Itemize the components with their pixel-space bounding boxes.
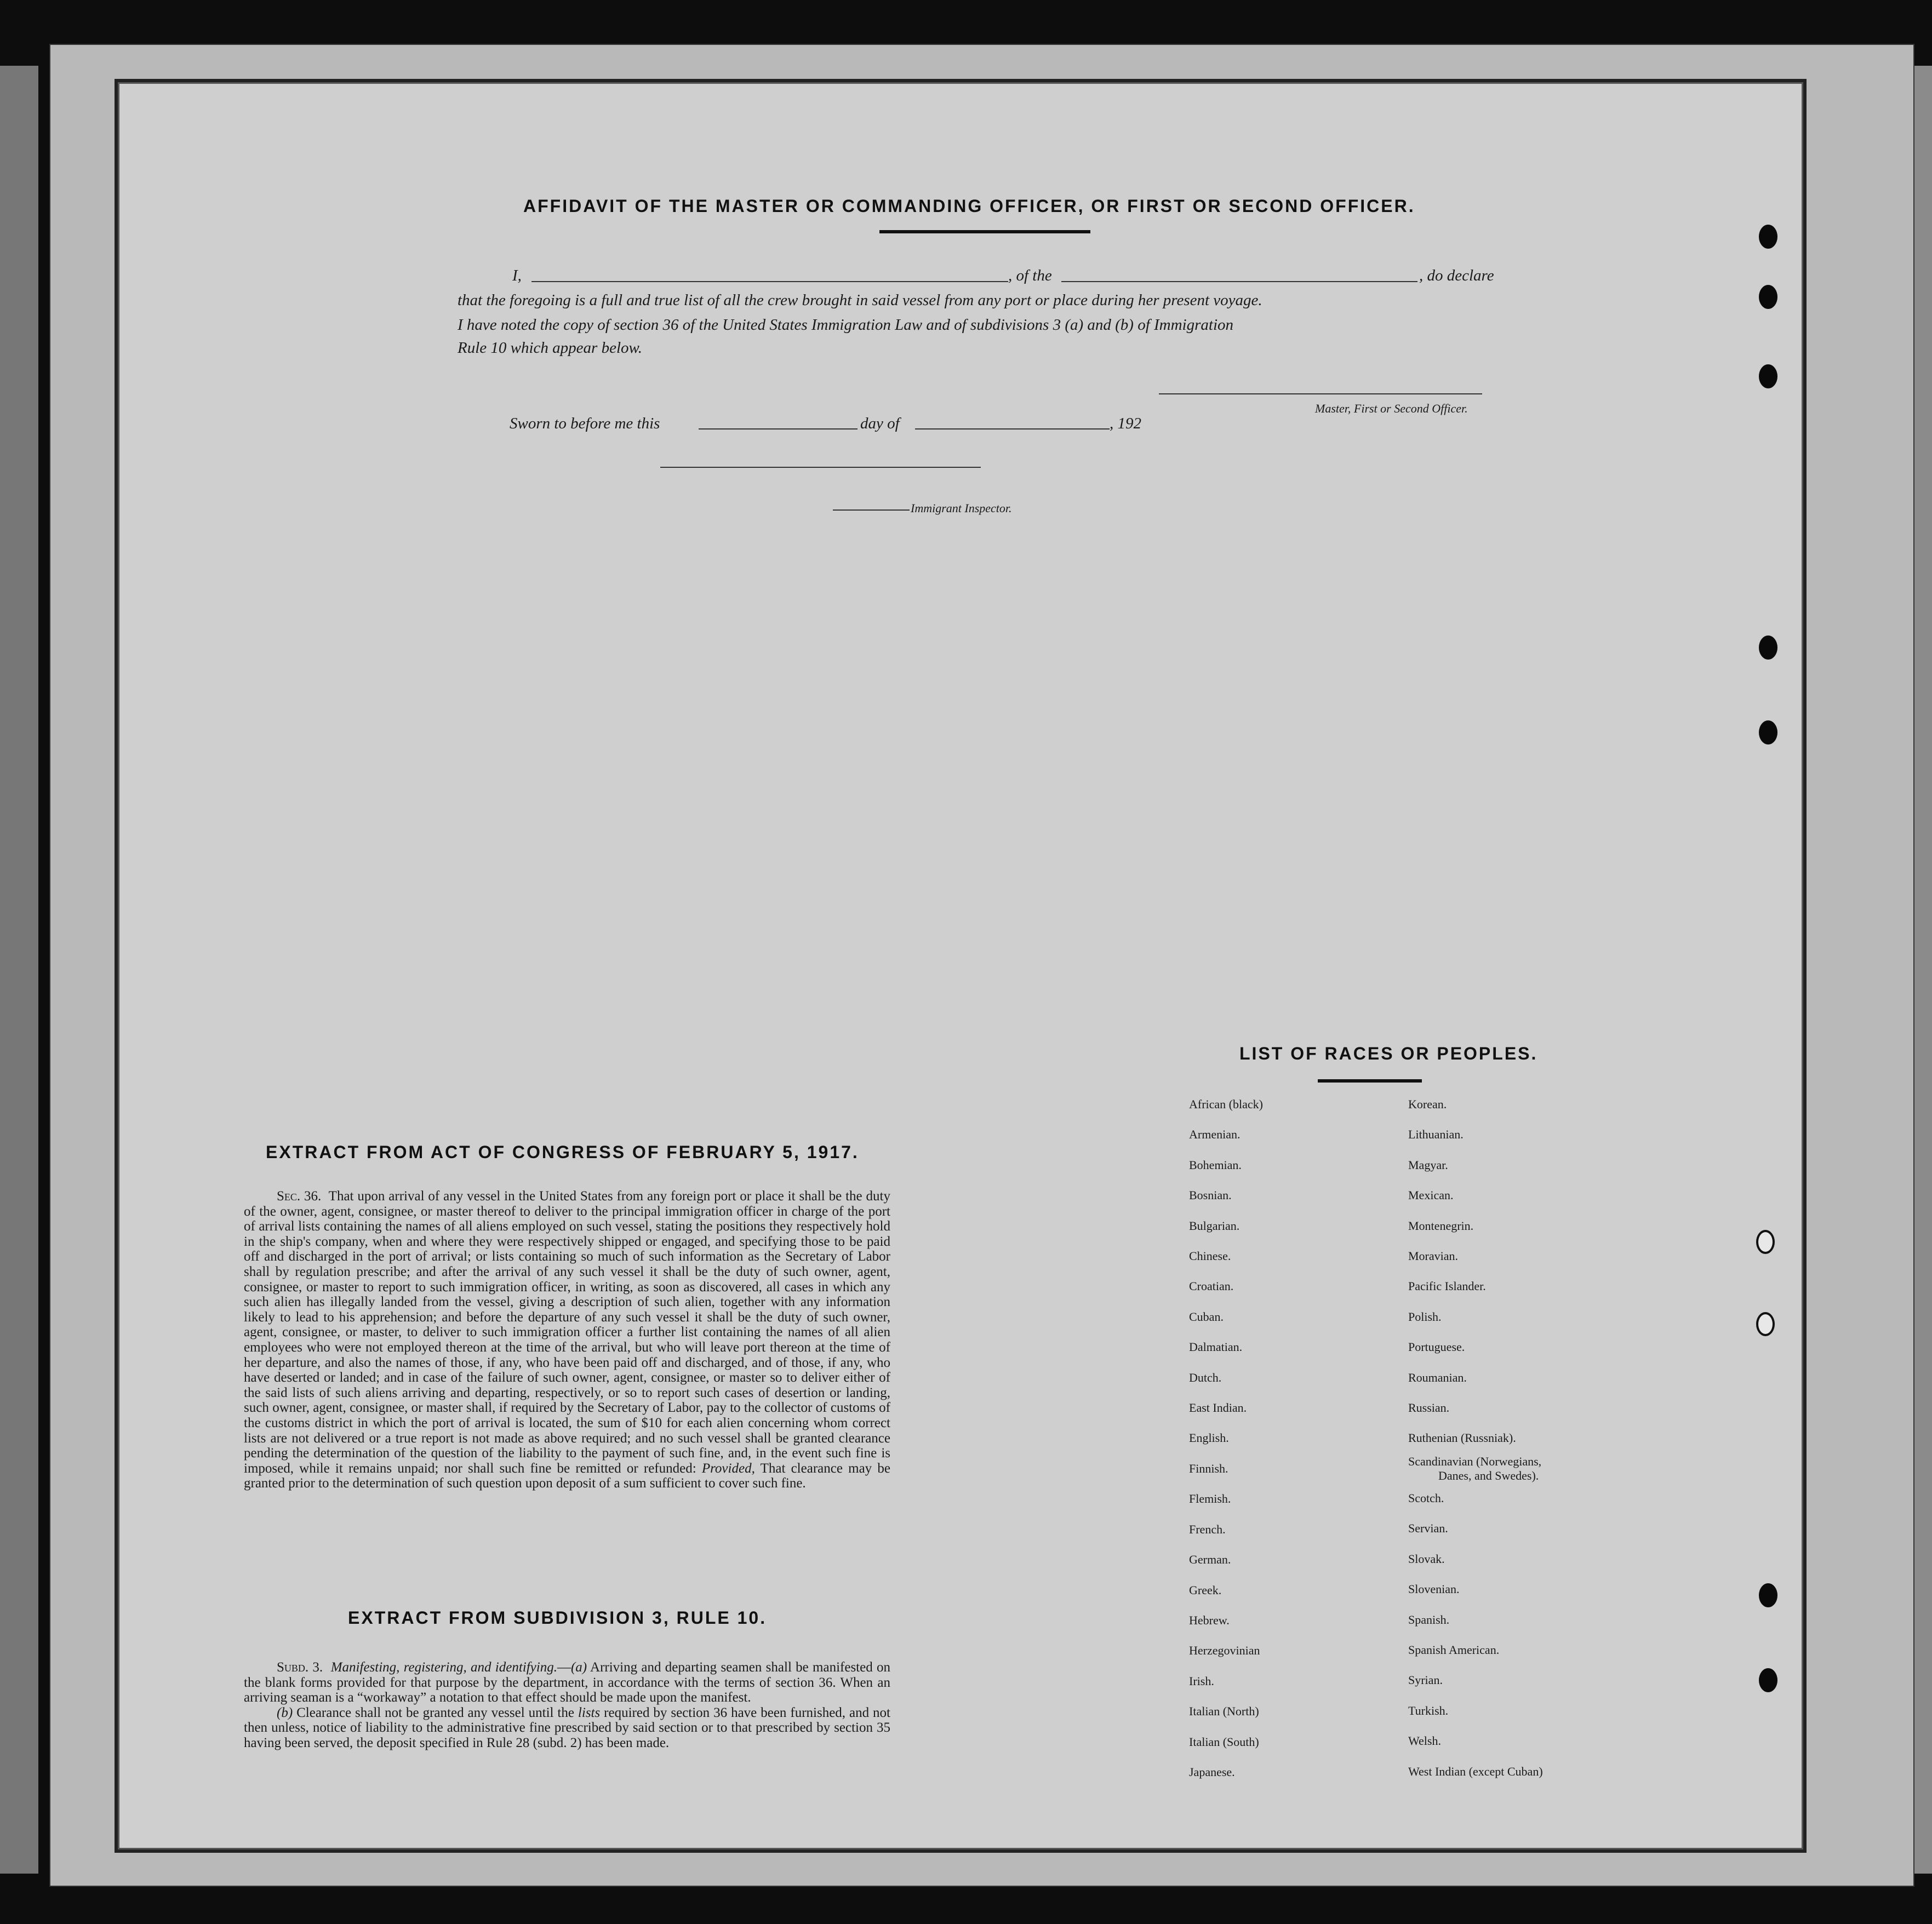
para-b-lists: lists <box>578 1705 601 1720</box>
race-item: Herzegovinian <box>1189 1644 1260 1658</box>
race-item: Polish. <box>1408 1309 1442 1324</box>
binder-hole-icon <box>1759 635 1777 660</box>
race-item: Italian (South) <box>1189 1734 1259 1749</box>
race-item-line: Scandinavian (Norwegians, <box>1408 1454 1542 1468</box>
race-item: East Indian. <box>1189 1401 1247 1415</box>
subd-label: Subd. 3. <box>277 1660 323 1675</box>
sworn-month-blank <box>915 428 1110 430</box>
races-title-underline <box>1318 1079 1422 1083</box>
para-a-marker: (a) <box>570 1660 587 1675</box>
subd-heading: Manifesting, registering, and identifying. <box>330 1660 557 1675</box>
race-item: Hebrew. <box>1189 1613 1230 1627</box>
inspector-label: Immigrant Inspector. <box>911 501 1012 515</box>
para-a-text: Arriving and departing seamen shall be manifested on the blank forms provided for that purpose by the department, in accordance with the terms of section 36. When an arriving seaman is a “workaway” a notation to that effect should be made upon the manifest. <box>244 1660 890 1705</box>
race-item: Moravian. <box>1408 1249 1459 1263</box>
inspector-signature-line <box>660 467 981 468</box>
race-item: Spanish American. <box>1408 1642 1500 1657</box>
rule-extract-title: EXTRACT FROM SUBDIVISION 3, RULE 10. <box>348 1608 767 1628</box>
para-b-text-1: Clearance shall not be granted any vessel until the <box>296 1705 574 1720</box>
race-item: Bosnian. <box>1189 1188 1232 1202</box>
day-of-label: day of <box>860 415 900 432</box>
affidavit-line-2: that the foregoing is a full and true list of all the crew brought in said vessel from any port or place during her present voyage. <box>458 291 1262 309</box>
section-36-text <box>244 1189 890 1491</box>
binder-hole-icon <box>1756 1312 1775 1336</box>
race-item: Pacific Islander. <box>1408 1279 1486 1293</box>
race-item: Spanish. <box>1408 1612 1450 1627</box>
race-item: Korean. <box>1408 1097 1447 1111</box>
affidavit-title-underline <box>879 230 1090 233</box>
race-item: Welsh. <box>1408 1734 1441 1748</box>
race-item: Flemish. <box>1189 1492 1231 1506</box>
race-item: German. <box>1189 1553 1231 1567</box>
race-item: Croatian. <box>1189 1279 1234 1293</box>
race-item: Armenian. <box>1189 1127 1241 1142</box>
adjacent-page-left <box>0 66 38 1874</box>
race-item: Dalmatian. <box>1189 1340 1243 1354</box>
binder-hole-icon <box>1759 1668 1777 1692</box>
para-b-marker: (b) <box>277 1705 293 1720</box>
races-title: LIST OF RACES OR PEOPLES. <box>1239 1044 1538 1063</box>
race-item: Cuban. <box>1189 1309 1224 1324</box>
document-page <box>118 82 1803 1849</box>
race-item: Scotch. <box>1408 1491 1444 1505</box>
officer-signature-line <box>1159 393 1482 394</box>
race-item: English. <box>1189 1431 1229 1445</box>
year-label: , 192 <box>1110 415 1141 432</box>
race-item: Bohemian. <box>1189 1158 1242 1172</box>
race-item: Japanese. <box>1189 1765 1235 1779</box>
races-right-column <box>1408 1089 1543 1786</box>
sworn-label: Sworn to before me this <box>510 415 660 432</box>
race-item: Finnish. <box>1189 1461 1228 1475</box>
affidavit-i-label: I, <box>512 267 522 284</box>
affidavit-of-the-label: , of the <box>1008 267 1052 284</box>
race-item: Greek. <box>1189 1583 1222 1597</box>
binder-hole-icon <box>1756 1230 1775 1254</box>
race-item: Syrian. <box>1408 1673 1443 1687</box>
race-item: Slovenian. <box>1408 1582 1460 1596</box>
affidavit-line-3: I have noted the copy of section 36 of the United States Immigration Law and of subdivisions 3 (a) and (b) of Immigration <box>458 316 1234 334</box>
race-item: French. <box>1189 1522 1226 1536</box>
race-item: Portuguese. <box>1408 1340 1465 1354</box>
race-item: Roumanian. <box>1408 1370 1467 1384</box>
race-item: Turkish. <box>1408 1703 1449 1717</box>
section-36-body: That upon arrival of any vessel in the United States from any foreign port or place it shall be the duty of the owner, agent, consignee, or master thereof to deliver to the principal immigration officer in charge of the port of arrival lists containing the names of all aliens employed on such vessel, stating the positions they respectively hold in the ship's company, when and where they were respectively shipped or engaged, and specifying those to be paid off and discharged in the port of arrival; or lists containing so much of such information as the Secretary of Labor shall by regulation prescribe; and after the arrival of any such vessel it shall be the duty of such owner, agent, consignee, or master to report to such immigration officer, in writing, as soon as discovered, all cases in which any such alien has illegally landed from the vessel, giving a description of such alien, together with any information likely to lead to his apprehension; and before the departure of any such vessel it shall be the duty of such owner, agent, consignee, or master, to deliver to such immigration officer a further list containing the names of all alien employees who were not employed thereon at the time of the arrival, but who will leave port thereon at the time of her departure, and also the names of those, if any, who have been paid off and discharged, and of those, if any, who have deserted or landed; and in case of the failure of such owner, agent, consignee, or master so to deliver either of the said lists of such aliens arriving and departing, respectively, or so to report such cases of desertion or landing, such owner, agent, consignee, or master shall, if required by the Secretary of Labor, pay to the collector of customs of the customs district in which the port of arrival is located, the sum of $10 for each alien concerning whom correct lists are not delivered or a true report is not made as above required; and no such vessel shall be granted clearance pending the determination of the question of the liability to the payment of such fine, and, in the event such fine is imposed, while it remains unpaid; nor shall such fine be remitted or refunded: <box>244 1189 890 1476</box>
binder-hole-icon <box>1759 364 1777 388</box>
race-item: West Indian (except Cuban) <box>1408 1764 1543 1778</box>
inspector-short-line <box>833 509 910 511</box>
vessel-name-blank <box>1061 281 1417 282</box>
affidavit-title: AFFIDAVIT OF THE MASTER OR COMMANDING OFFICER, OR FIRST OR SECOND OFFICER. <box>523 196 1415 216</box>
affidavit-line-4: Rule 10 which appear below. <box>458 339 642 357</box>
binder-hole-icon <box>1759 225 1777 249</box>
race-item: African (black) <box>1189 1097 1263 1111</box>
race-item: Mexican. <box>1408 1188 1454 1202</box>
race-item: Irish. <box>1189 1674 1214 1688</box>
officer-signature-label: Master, First or Second Officer. <box>1315 402 1468 415</box>
race-item: Magyar. <box>1408 1158 1448 1172</box>
race-item: Slovak. <box>1408 1551 1445 1566</box>
race-item <box>1408 1453 1543 1483</box>
act-extract-title: EXTRACT FROM ACT OF CONGRESS OF FEBRUARY 5, 1917. <box>266 1142 859 1162</box>
para-b-text-2: required by section 36 have been furnished, and not then unless, notice of liability to the administrative fine prescribed by said section or to that prescribed by section 35 having been served, the deposit specified in Rule 28 (subd. 2) has been made. <box>244 1705 890 1750</box>
race-item: Bulgarian. <box>1189 1218 1240 1233</box>
binder-hole-icon <box>1759 1583 1777 1607</box>
race-item-line: Danes, and Swedes). <box>1438 1468 1539 1482</box>
proviso-word: Provided, <box>701 1461 755 1476</box>
proviso-text: That clearance may be granted prior to the determination of such question upon deposit of a sum sufficient to cover such fine. <box>244 1461 890 1491</box>
race-item: Russian. <box>1408 1401 1450 1415</box>
sworn-day-blank <box>699 428 858 430</box>
race-item: Chinese. <box>1189 1249 1231 1263</box>
race-item: Ruthenian (Russniak). <box>1408 1431 1516 1445</box>
race-item: Lithuanian. <box>1408 1127 1464 1142</box>
master-name-blank <box>531 281 1008 282</box>
section-36-label: Sec. 36. <box>277 1189 322 1204</box>
race-item: Montenegrin. <box>1408 1218 1474 1233</box>
race-item: Servian. <box>1408 1521 1448 1536</box>
affidavit-declare-label: , do declare <box>1419 267 1494 284</box>
binder-hole-icon <box>1759 720 1777 745</box>
binder-hole-icon <box>1759 285 1777 309</box>
race-item: Dutch. <box>1189 1370 1222 1384</box>
rule-10-text: Subd. 3. Manifesting, registering, and identifying.—(a) Arriving and departing seamen shall be manifested on the blank forms provided for that purpose by the department, in accordance with the terms of section 36. When an arriving seaman is a “workaway” a notation to that effect should be made upon the manifest. (b) Clearance shall not be granted any vessel until the lists required by section 36 have been furnished, and not then unless, notice of liability to the administrative fine prescribed by said section or to that prescribed by section 35 having been served, the deposit specified in Rule 28 (subd. 2) has been made. <box>244 1660 890 1750</box>
race-item: Italian (North) <box>1189 1704 1259 1719</box>
races-left-column <box>1189 1089 1263 1787</box>
